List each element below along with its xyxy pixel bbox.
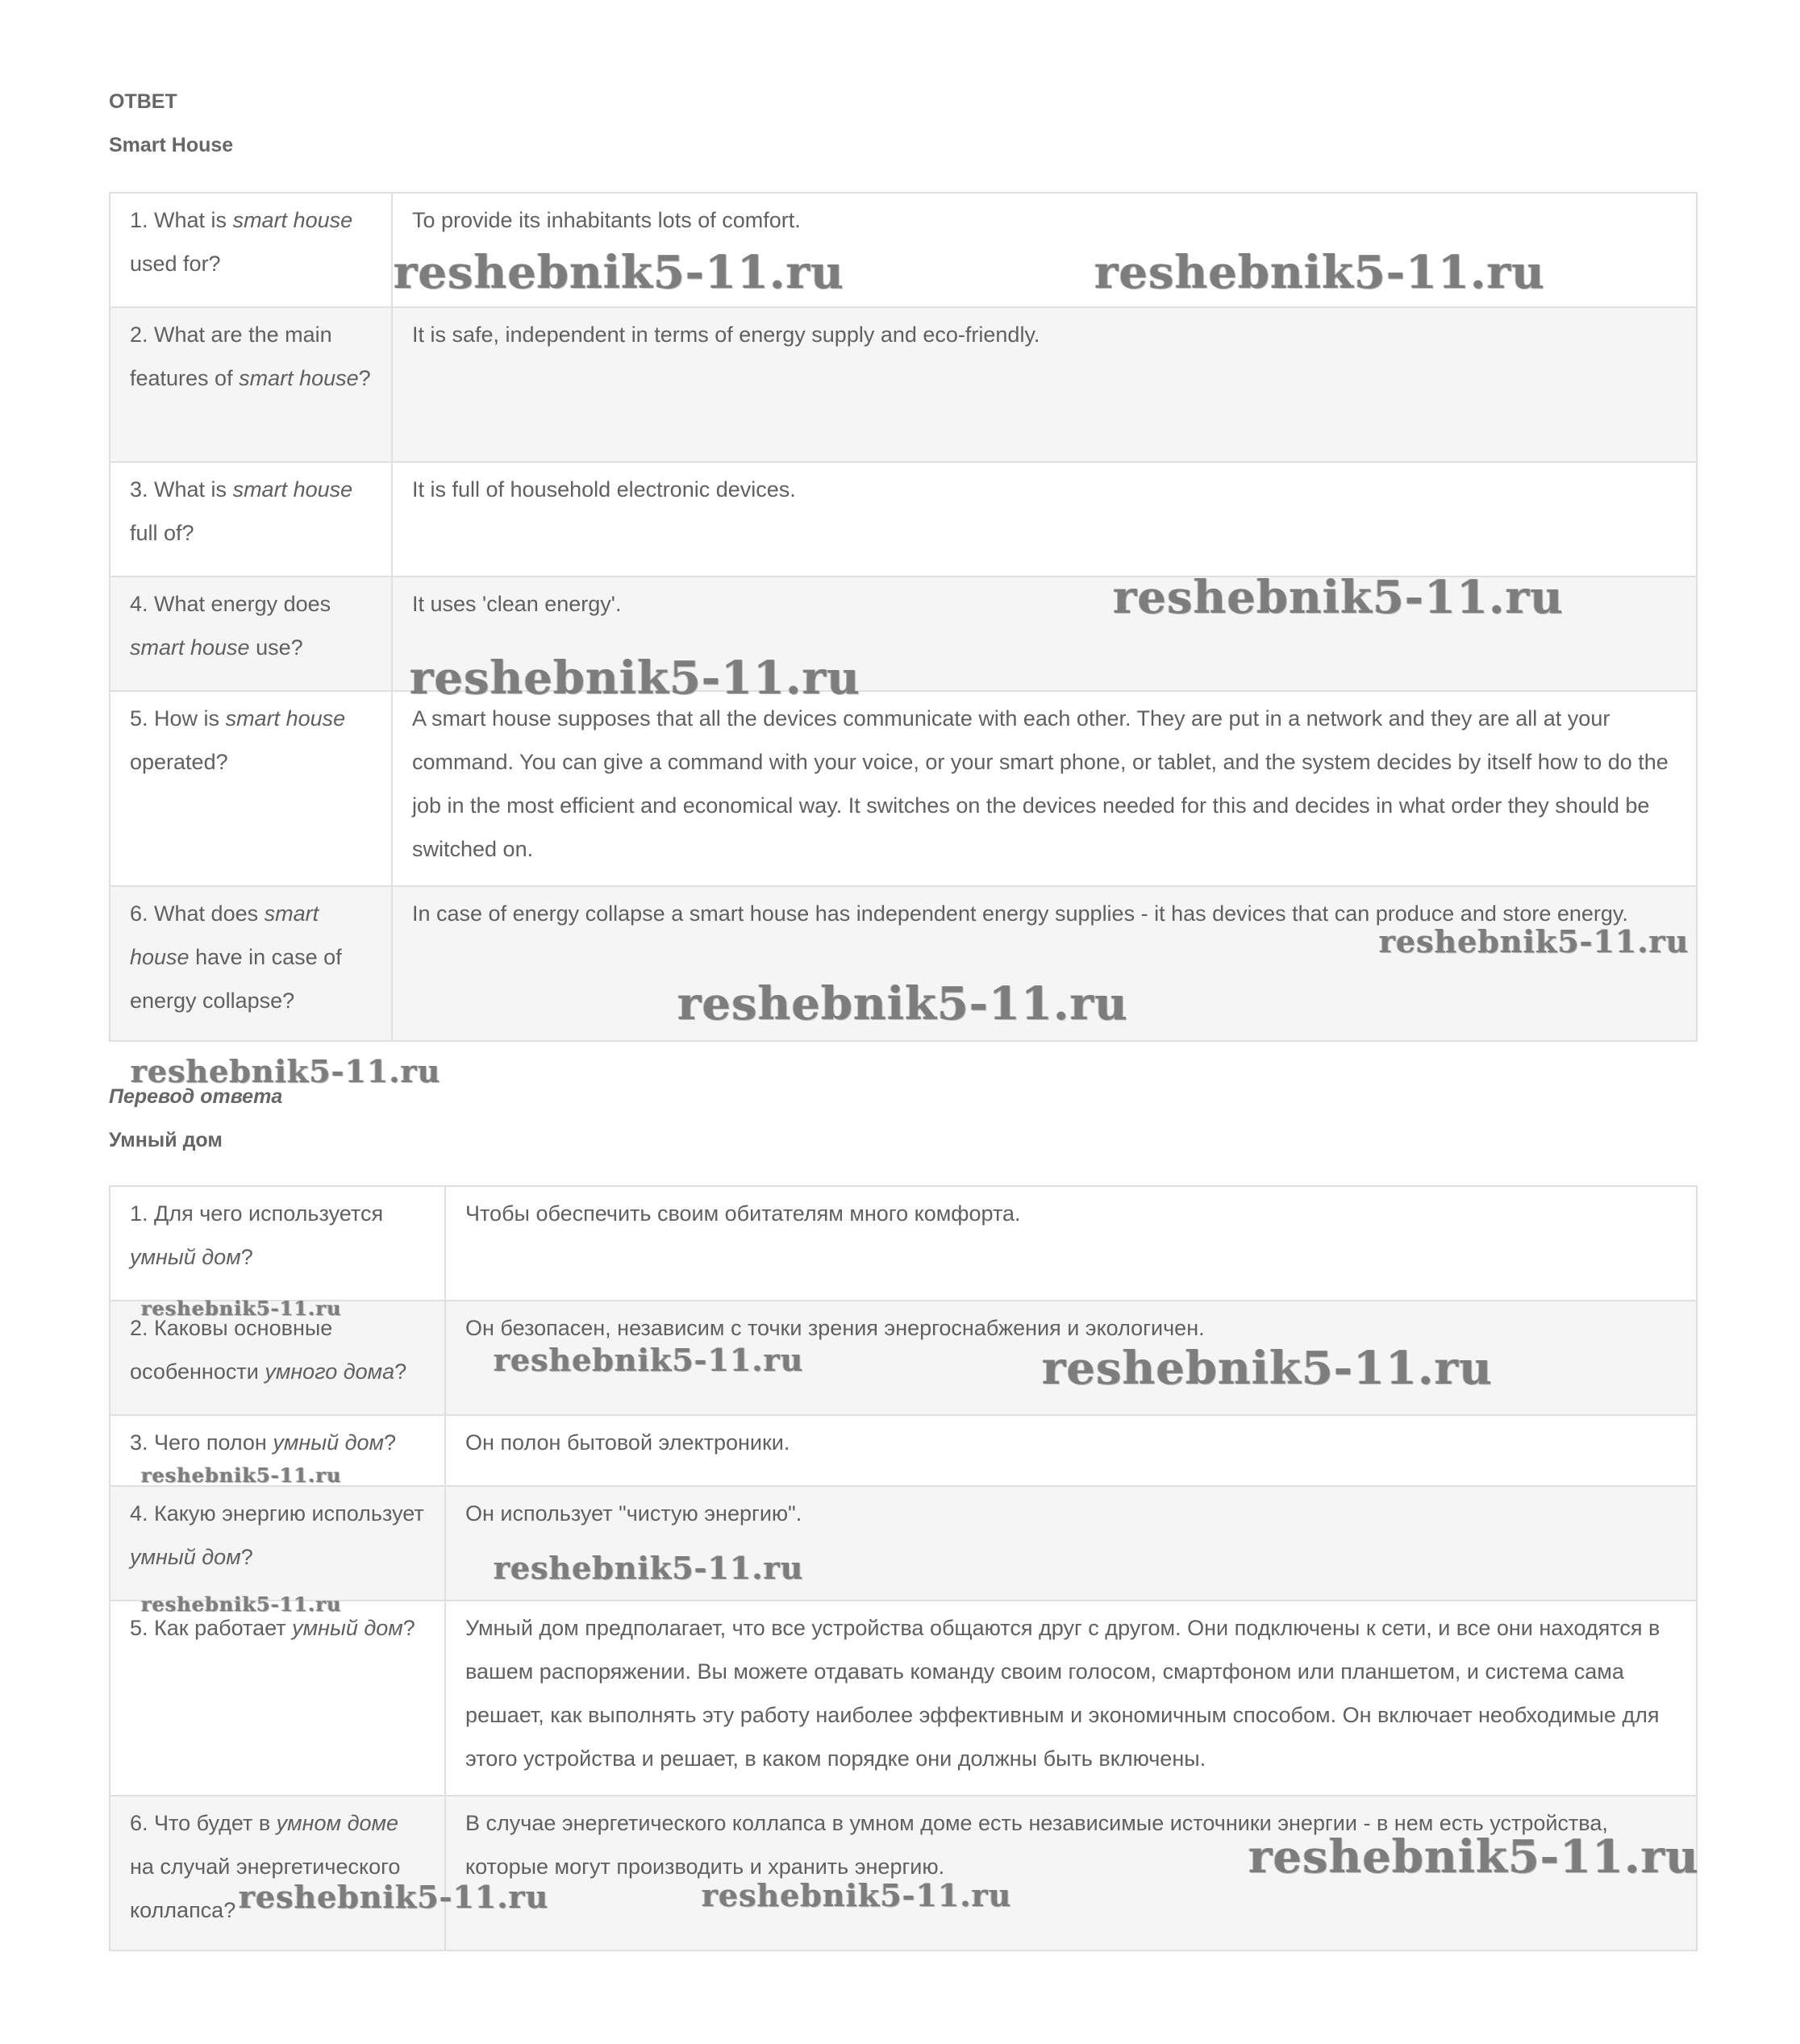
question-cell: 5. How is smart house operated? xyxy=(110,691,392,886)
watermark: reshebnik5-11.ru xyxy=(141,1297,342,1320)
watermark: reshebnik5-11.ru xyxy=(141,1463,342,1487)
table-row xyxy=(110,577,1697,691)
watermark: reshebnik5-11.ru xyxy=(677,977,1128,1030)
question-cell: 6. What does smart house have in case of energy collapse? xyxy=(110,886,392,1041)
table-row xyxy=(110,1601,1697,1796)
answer-cell: Умный дом предполагает, что все устройства общаются друг с другом. Они подключены к сети, и все они находятся в вашем распоряжении. Вы можете отдавать команду своим голосом, смартфоном или планшетом, и система сама решает, как выполнять эту работу наиболее эффективным и экономичным способом. Он включает необходимые для этого устройства и решает, в каком порядке они должны быть включены. xyxy=(445,1601,1697,1796)
section-title-ru: Умный дом xyxy=(109,1129,223,1151)
watermark: reshebnik5-11.ru xyxy=(1379,923,1690,960)
answer-cell: В случае энергетического коллапса в умном доме есть независимые источники энергии - в нем есть устройства, которые могут производить и хранить энергию. xyxy=(445,1796,1697,1950)
translation-label: Перевод ответа xyxy=(109,1085,283,1108)
watermark: reshebnik5-11.ru xyxy=(1113,571,1564,624)
answer-cell: Он безопасен, независим с точки зрения энергоснабжения и экологичен. xyxy=(445,1301,1697,1415)
question-cell: 5. Как работает умный дом? xyxy=(110,1601,445,1796)
answer-cell: Он использует "чистую энергию". xyxy=(445,1486,1697,1601)
watermark: reshebnik5-11.ru xyxy=(410,651,860,705)
answer-cell: Чтобы обеспечить своим обитателям много комфорта. xyxy=(445,1186,1697,1301)
answer-cell: Он полон бытовой электроники. xyxy=(445,1415,1697,1486)
table-row xyxy=(110,886,1697,1041)
question-cell: 1. Для чего используется умный дом? xyxy=(110,1186,445,1301)
question-cell: 3. Чего полон умный дом? xyxy=(110,1415,445,1486)
watermark: reshebnik5-11.ru xyxy=(141,1592,342,1616)
table-row xyxy=(110,1796,1697,1950)
watermark: reshebnik5-11.ru xyxy=(494,1550,804,1586)
question-cell: 6. Что будет в умном доме на случай энергетического коллапса? xyxy=(110,1796,445,1950)
table-row xyxy=(110,1415,1697,1486)
watermark: reshebnik5-11.ru xyxy=(239,1879,549,1915)
answer-cell: It is safe, independent in terms of energy supply and eco-friendly. xyxy=(392,307,1697,462)
watermark: reshebnik5-11.ru xyxy=(494,1342,804,1378)
table-row xyxy=(110,462,1697,577)
answer-cell: To provide its inhabitants lots of comfort. xyxy=(392,193,1697,307)
table-row xyxy=(110,193,1697,307)
answer-table-ru xyxy=(109,1185,1698,1951)
watermark: reshebnik5-11.ru xyxy=(1248,1830,1699,1884)
answer-cell: It uses 'clean energy'. xyxy=(392,577,1697,691)
table-row xyxy=(110,307,1697,462)
answer-cell: In case of energy collapse a smart house has independent energy supplies - it has devices that can produce and store energy. xyxy=(392,886,1697,1041)
table-row xyxy=(110,1301,1697,1415)
watermark: reshebnik5-11.ru xyxy=(1042,1342,1493,1395)
question-cell: 4. What energy does smart house use? xyxy=(110,577,392,691)
question-cell: 1. What is smart house used for? xyxy=(110,193,392,307)
table-row xyxy=(110,691,1697,886)
table-row xyxy=(110,1486,1697,1601)
question-cell: 2. What are the main features of smart house? xyxy=(110,307,392,462)
answer-cell: A smart house supposes that all the devices communicate with each other. They are put in a network and they are all at your command. You can give a command with your voice, or your smart phone, or tablet, and the system decides by itself how to do the job in the most efficient and economical way. It switches on the devices needed for this and decides in what order they should be switched on. xyxy=(392,691,1697,886)
question-cell: 4. Какую энергию использует умный дом? xyxy=(110,1486,445,1601)
watermark: reshebnik5-11.ru xyxy=(1094,246,1545,299)
question-cell: 2. Каковы основные особенности умного дома? xyxy=(110,1301,445,1415)
table-row xyxy=(110,1186,1697,1301)
watermark: reshebnik5-11.ru xyxy=(702,1877,1012,1913)
watermark: reshebnik5-11.ru xyxy=(131,1053,441,1089)
watermark: reshebnik5-11.ru xyxy=(394,246,844,299)
answer-label: ОТВЕТ xyxy=(109,90,177,113)
question-cell: 3. What is smart house full of? xyxy=(110,462,392,577)
section-title-en: Smart House xyxy=(109,134,234,156)
answer-table-en xyxy=(109,192,1698,1042)
answer-cell: It is full of household electronic devices. xyxy=(392,462,1697,577)
